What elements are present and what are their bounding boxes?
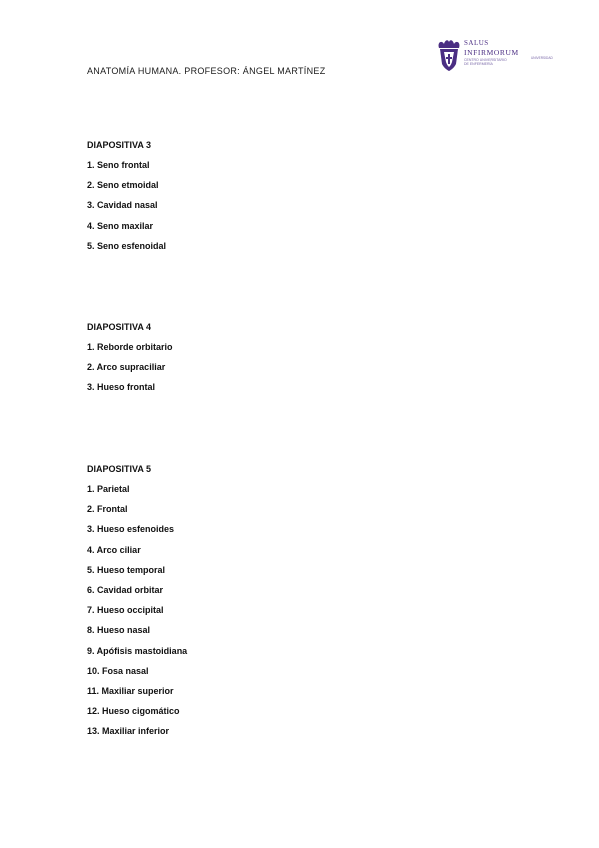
section-title: DIAPOSITIVA 4 <box>87 322 152 332</box>
section-diapositiva-3 <box>87 140 166 261</box>
logo-subtitle <box>464 58 507 66</box>
logo-line2: INFIRMORUM <box>464 48 519 57</box>
salus-infirmorum-emblem-icon <box>436 38 462 72</box>
list-item: 1. Parietal <box>87 484 130 494</box>
list-item: 9. Apófisis mastoidiana <box>87 645 188 656</box>
list-item: 5. Seno esfenoidal <box>87 240 167 251</box>
list-item: 11. Maxiliar superior <box>87 685 174 696</box>
document-header: ANATOMÍA HUMANA. PROFESOR: ÁNGEL MARTÍNEZ <box>87 66 326 76</box>
list-item: 3. Hueso esfenoides <box>87 524 175 535</box>
list-item: 3. Cavidad nasal <box>87 200 158 211</box>
section-title: DIAPOSITIVA 5 <box>87 464 152 474</box>
list-item: 8. Hueso nasal <box>87 625 151 636</box>
list-item: 12. Hueso cigomático <box>87 706 180 717</box>
section-diapositiva-5 <box>87 464 187 746</box>
list-item: 4. Arco ciliar <box>87 544 141 555</box>
item-list <box>87 160 166 261</box>
logo-tag: UNIVERSIDAD <box>531 56 553 60</box>
list-item: 2. Arco supraciliar <box>87 362 166 373</box>
logo-subtitle-line1: CENTRO UNIVERSITARIO <box>464 58 507 62</box>
list-item: 10. Fosa nasal <box>87 665 149 676</box>
item-list <box>87 484 187 746</box>
list-item: 6. Cavidad orbitar <box>87 584 164 595</box>
section-diapositiva-4 <box>87 322 173 403</box>
list-item: 7. Hueso occipital <box>87 605 164 616</box>
list-item: 2. Seno etmoidal <box>87 180 159 191</box>
list-item: 3. Hueso frontal <box>87 382 156 393</box>
logo-subtitle-line2: DE ENFERMERÍA <box>464 62 493 66</box>
list-item: 2. Frontal <box>87 504 128 515</box>
list-item: 1. Seno frontal <box>87 160 150 170</box>
list-item: 1. Reborde orbitario <box>87 342 173 352</box>
logo-line1: SALUS <box>464 39 489 47</box>
institution-logo <box>436 38 553 76</box>
section-title: DIAPOSITIVA 3 <box>87 140 152 150</box>
item-list <box>87 342 173 403</box>
list-item: 5. Hueso temporal <box>87 564 166 575</box>
list-item: 13. Maxiliar inferior <box>87 726 170 737</box>
list-item: 4. Seno maxilar <box>87 220 154 231</box>
